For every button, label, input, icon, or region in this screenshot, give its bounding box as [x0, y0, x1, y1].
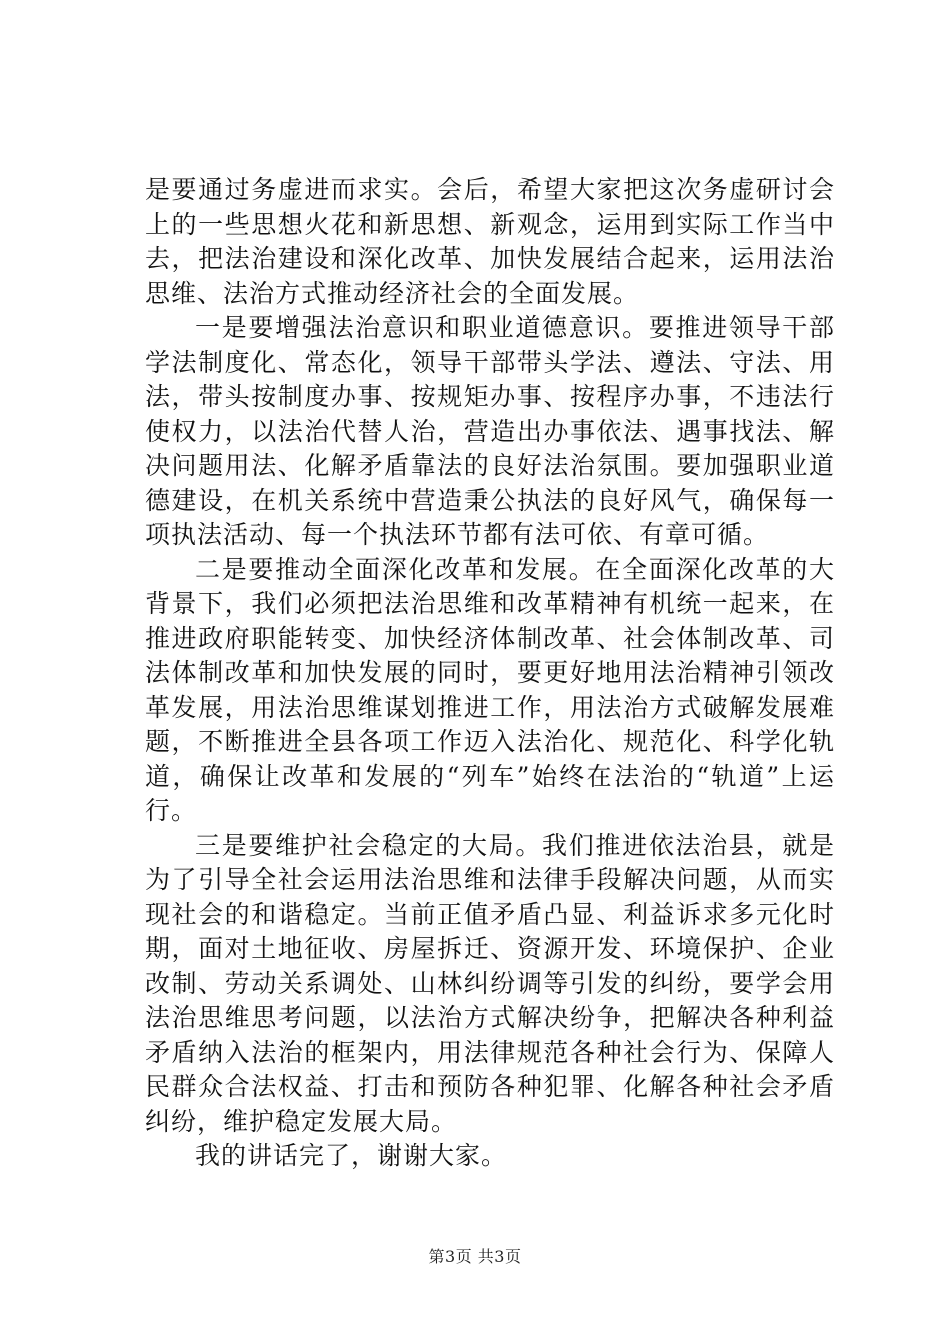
paragraph-point-one: 一是要增强法治意识和职业道德意识。要推进领导干部学法制度化、常态化，领导干部带头学法、遵法、守法、用法，带头按制度办事、按规矩办事、按程序办事，不违法行使权力，以法治代替人治，营造出办事依法、遇事找法、解决问题用法、化解矛盾靠法的良好法治氛围。要加强职业道德建设，在机关系统中营造秉公执法的良好风气，确保每一项执法活动、每一个执法环节都有法可依、有章可循。: [145, 313, 835, 549]
paragraph-closing: 我的讲话完了，谢谢大家。: [195, 1141, 508, 1170]
paragraph-point-two: 二是要推动全面深化改革和发展。在全面深化改革的大背景下，我们必须把法治思维和改革精神有机统一起来，在推进政府职能转变、加快经济体制改革、社会体制改革、司法体制改革和加快发展的同时，要更好地用法治精神引领改革发展，用法治思维谋划推进工作，用法治方式破解发展难题，不断推进全县各项工作迈入法治化、规范化、科学化轨道，确保让改革和发展的“列车”始终在法治的“轨道”上运行。: [145, 554, 835, 825]
paragraph-continuation: 是要通过务虚进而求实。会后，希望大家把这次务虚研讨会上的一些思想火花和新思想、新观念，运用到实际工作当中去，把法治建设和深化改革、加快发展结合起来，运用法治思维、法治方式推动经济社会的全面发展。: [145, 175, 835, 308]
page-number-footer: 第3页 共3页: [428, 1247, 522, 1266]
paragraph-point-three: 三是要维护社会稳定的大局。我们推进依法治县，就是为了引导全社会运用法治思维和法律手段解决问题，从而实现社会的和谐稳定。当前正值矛盾凸显、利益诉求多元化时期，面对土地征收、房屋拆迁、资源开发、环境保护、企业改制、劳动关系调处、山林纠纷调等引发的纠纷，要学会用法治思维思考问题，以法治方式解决纷争，把解决各种利益矛盾纳入法治的框架内，用法律规范各种社会行为、保障人民群众合法权益、打击和预防各种犯罪、化解各种社会矛盾纠纷，维护稳定发展大局。: [145, 830, 835, 1136]
document-body: [145, 173, 835, 1174]
